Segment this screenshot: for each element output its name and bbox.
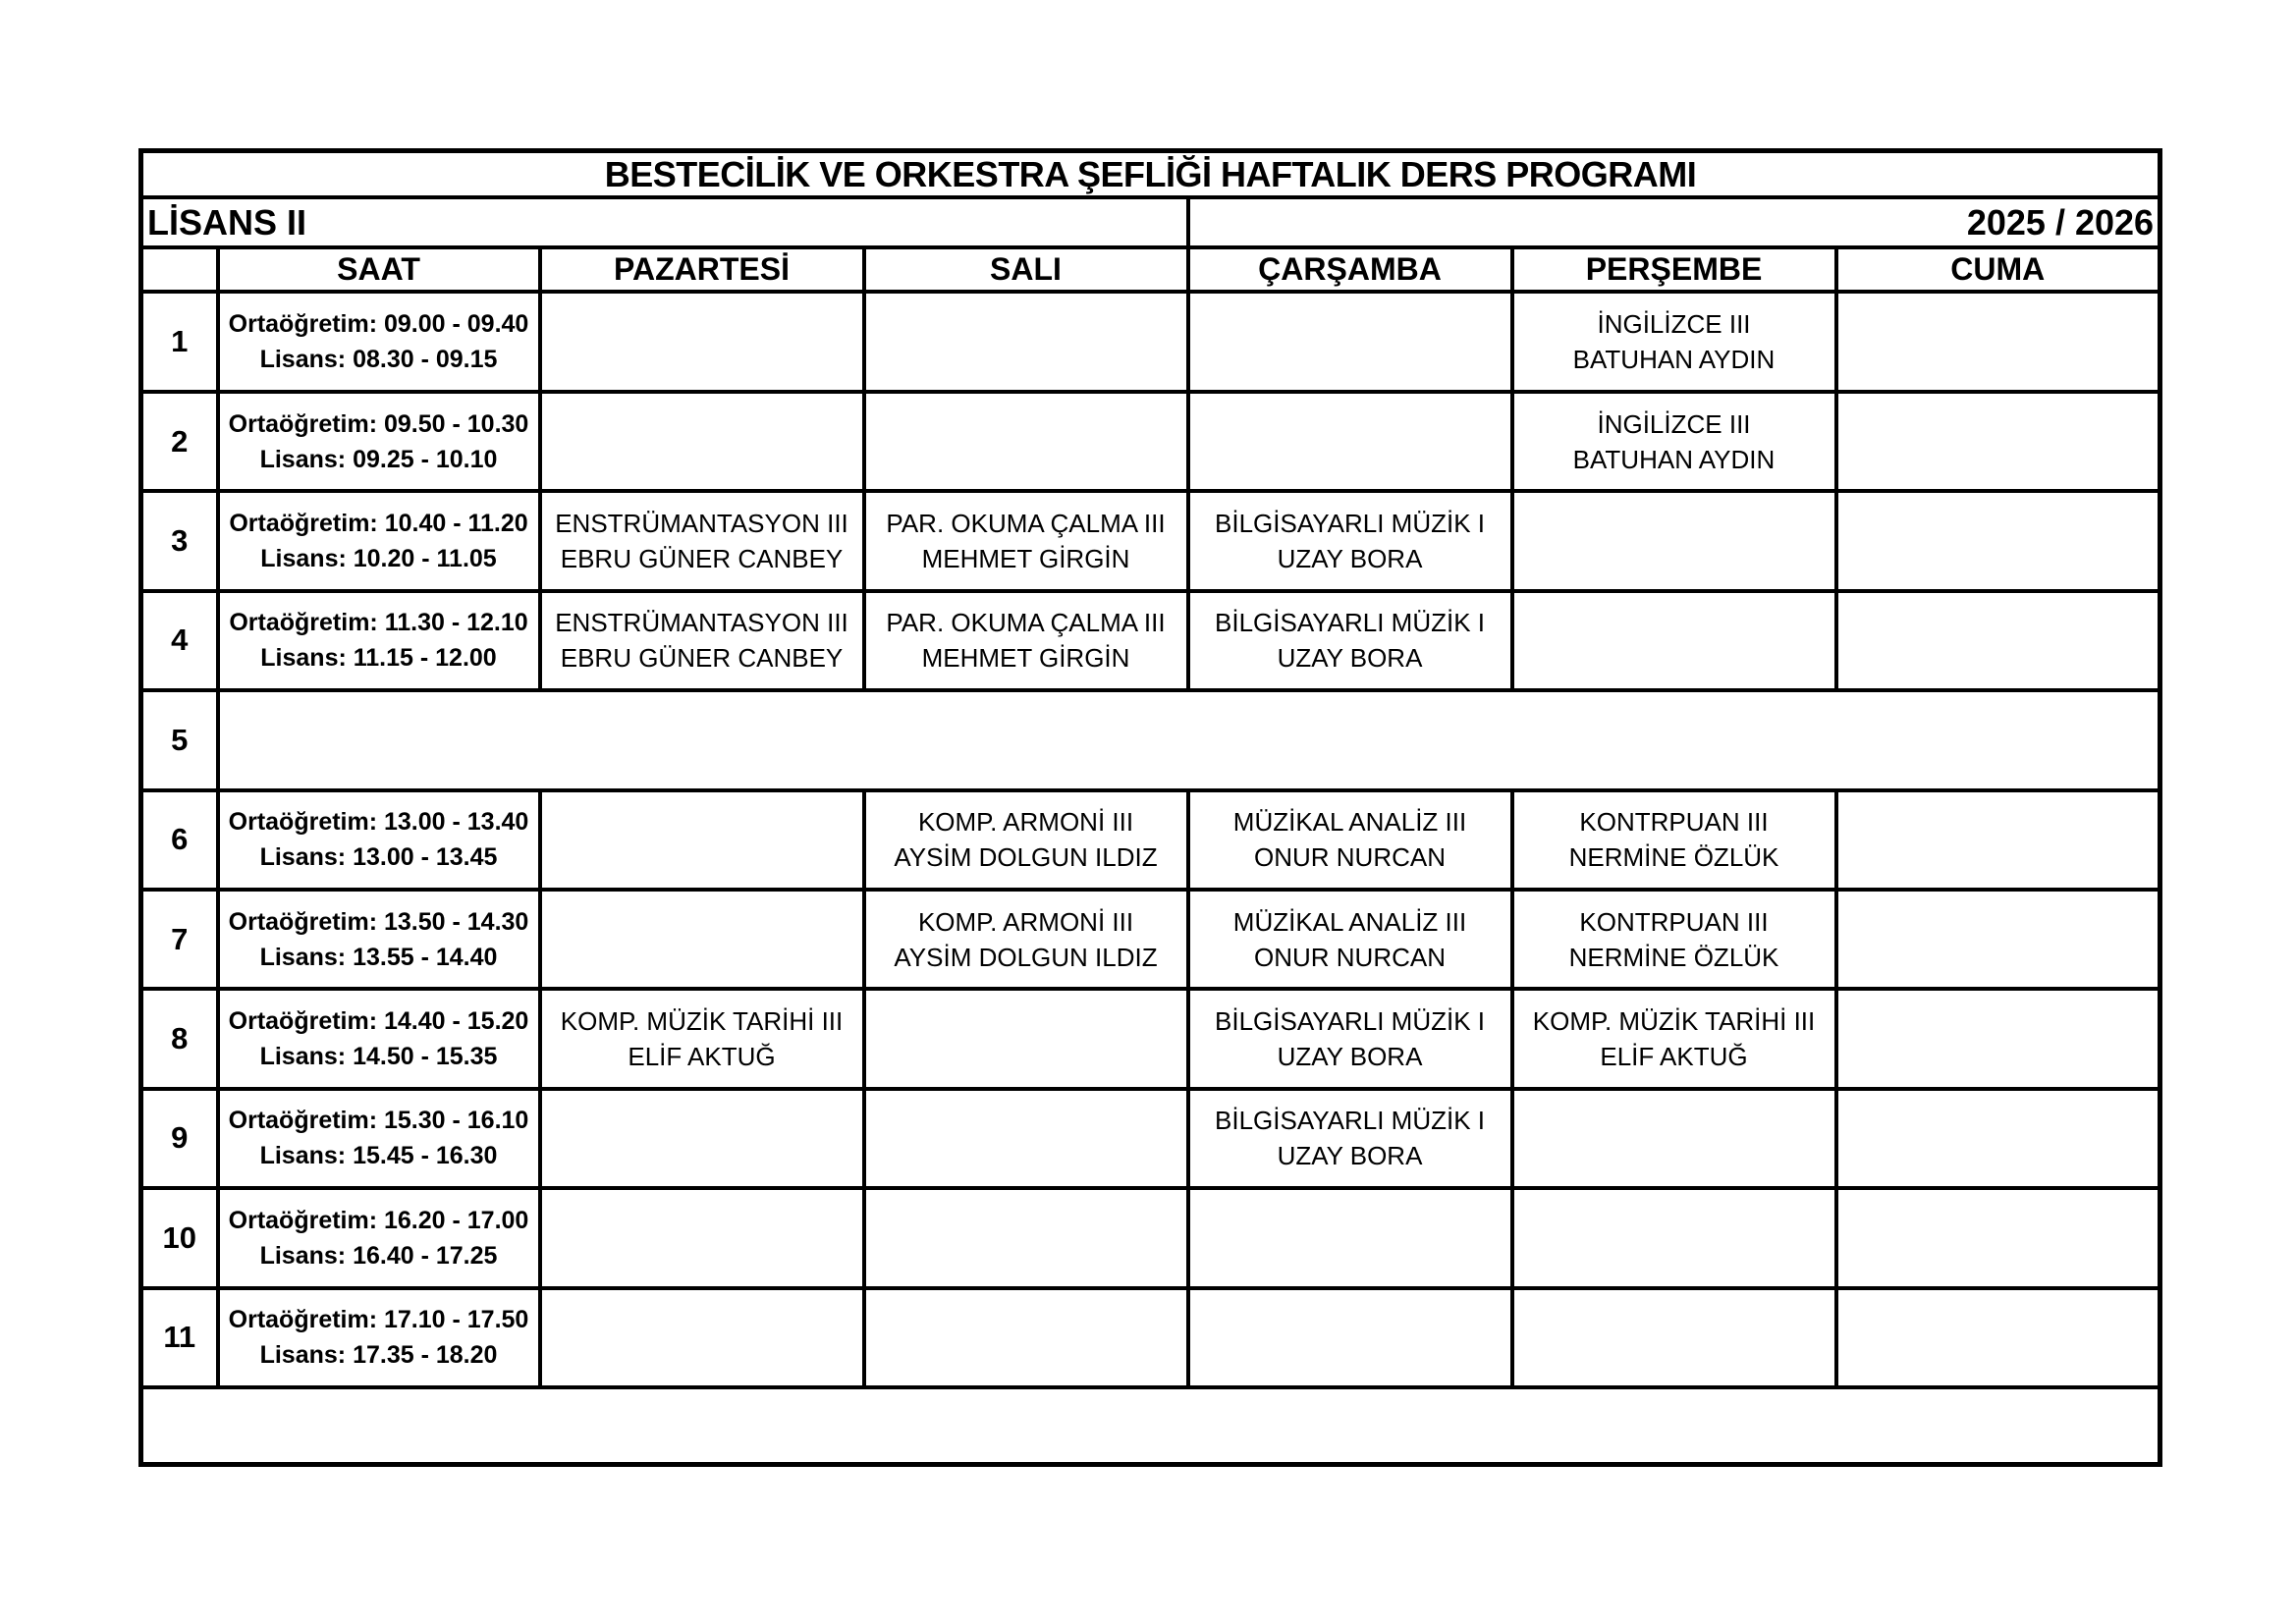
header-blank xyxy=(141,247,218,292)
time-secondary-school: Ortaöğretim: 16.20 - 17.00 xyxy=(228,1206,529,1234)
time-undergraduate: Lisans: 13.00 - 13.45 xyxy=(259,843,498,872)
course-cell-pazartesi xyxy=(540,790,864,890)
course-cell-persembe xyxy=(1512,790,1836,890)
course-cell-persembe xyxy=(1512,1188,1836,1287)
course-cell-pazartesi xyxy=(540,989,864,1088)
course-cell-pazartesi xyxy=(540,1188,864,1287)
course-cell-cuma xyxy=(1836,989,2160,1088)
course-cell-carsamba xyxy=(1188,1089,1512,1188)
course-name: MÜZİKAL ANALİZ III xyxy=(1232,807,1467,838)
header-cuma: CUMA xyxy=(1836,247,2160,292)
schedule-row xyxy=(141,790,2160,890)
course-cell-sali xyxy=(864,1288,1188,1387)
course-cell-cuma xyxy=(1836,790,2160,890)
period-number: 4 xyxy=(141,591,218,690)
course-name: BİLGİSAYARLI MÜZİK I xyxy=(1215,608,1485,638)
schedule-row xyxy=(141,292,2160,391)
instructor-name: UZAY BORA xyxy=(1277,1141,1423,1171)
period-number: 10 xyxy=(141,1188,218,1287)
time-undergraduate: Lisans: 08.30 - 09.15 xyxy=(259,346,498,374)
course-cell-carsamba xyxy=(1188,491,1512,590)
schedule-row xyxy=(141,491,2160,590)
course-cell-sali xyxy=(864,989,1188,1088)
schedule-row xyxy=(141,591,2160,690)
course-name: PAR. OKUMA ÇALMA III xyxy=(886,508,1166,538)
header-sali: SALI xyxy=(864,247,1188,292)
course-cell-cuma xyxy=(1836,1188,2160,1287)
time-secondary-school: Ortaöğretim: 14.40 - 15.20 xyxy=(228,1007,529,1036)
course-name: İNGİLİZCE III xyxy=(1597,408,1751,439)
course-cell-sali xyxy=(864,292,1188,391)
time-slot xyxy=(218,1288,540,1387)
course-name: MÜZİKAL ANALİZ III xyxy=(1232,906,1467,937)
course-cell-persembe xyxy=(1512,1288,1836,1387)
time-secondary-school: Ortaöğretim: 09.00 - 09.40 xyxy=(228,310,529,339)
schedule-row xyxy=(141,392,2160,491)
time-secondary-school: Ortaöğretim: 11.30 - 12.10 xyxy=(229,609,528,637)
schedule-row xyxy=(141,1188,2160,1287)
time-undergraduate: Lisans: 16.40 - 17.25 xyxy=(259,1241,498,1270)
course-cell-cuma xyxy=(1836,491,2160,590)
course-name: BİLGİSAYARLI MÜZİK I xyxy=(1215,1106,1485,1136)
time-undergraduate: Lisans: 14.50 - 15.35 xyxy=(259,1043,498,1071)
course-cell-sali xyxy=(864,1188,1188,1287)
course-cell-cuma xyxy=(1836,1288,2160,1387)
course-name: ENSTRÜMANTASYON III xyxy=(555,608,848,638)
footer-row xyxy=(141,1387,2160,1464)
instructor-name: NERMİNE ÖZLÜK xyxy=(1568,942,1779,972)
course-cell-persembe xyxy=(1512,292,1836,391)
period-number: 2 xyxy=(141,392,218,491)
course-cell-cuma xyxy=(1836,890,2160,989)
period-number: 1 xyxy=(141,292,218,391)
instructor-name: ONUR NURCAN xyxy=(1254,942,1446,972)
course-name: ENSTRÜMANTASYON III xyxy=(555,508,848,538)
time-undergraduate: Lisans: 15.45 - 16.30 xyxy=(259,1142,498,1170)
instructor-name: ELİF AKTUĞ xyxy=(1600,1042,1748,1072)
time-undergraduate: Lisans: 10.20 - 11.05 xyxy=(260,544,497,572)
time-undergraduate: Lisans: 11.15 - 12.00 xyxy=(260,644,497,673)
time-slot xyxy=(218,392,540,491)
period-number: 7 xyxy=(141,890,218,989)
course-cell-sali xyxy=(864,790,1188,890)
course-cell-carsamba xyxy=(1188,890,1512,989)
instructor-name: AYSİM DOLGUN ILDIZ xyxy=(894,842,1158,873)
instructor-name: NERMİNE ÖZLÜK xyxy=(1568,842,1779,873)
time-slot xyxy=(218,1188,540,1287)
instructor-name: MEHMET GİRGİN xyxy=(921,643,1130,674)
time-undergraduate: Lisans: 17.35 - 18.20 xyxy=(259,1341,498,1370)
course-cell-pazartesi xyxy=(540,292,864,391)
instructor-name: AYSİM DOLGUN ILDIZ xyxy=(894,942,1158,972)
course-name: KONTRPUAN III xyxy=(1579,906,1769,937)
time-secondary-school: Ortaöğretim: 17.10 - 17.50 xyxy=(228,1306,529,1334)
course-cell-pazartesi xyxy=(540,890,864,989)
course-cell-cuma xyxy=(1836,591,2160,690)
course-name: PAR. OKUMA ÇALMA III xyxy=(886,608,1166,638)
header-carsamba: ÇARŞAMBA xyxy=(1188,247,1512,292)
course-cell-pazartesi xyxy=(540,392,864,491)
schedule-row xyxy=(141,890,2160,989)
course-cell-cuma xyxy=(1836,1089,2160,1188)
course-cell-persembe xyxy=(1512,591,1836,690)
time-secondary-school: Ortaöğretim: 13.00 - 13.40 xyxy=(228,808,529,837)
time-undergraduate: Lisans: 09.25 - 10.10 xyxy=(259,445,498,473)
course-cell-persembe xyxy=(1512,392,1836,491)
header-pazartesi: PAZARTESİ xyxy=(540,247,864,292)
time-slot xyxy=(218,989,540,1088)
academic-year: 2025 / 2026 xyxy=(1188,197,2160,247)
course-cell-sali xyxy=(864,890,1188,989)
time-slot xyxy=(218,491,540,590)
course-name: KOMP. MÜZİK TARİHİ III xyxy=(1532,1006,1816,1037)
instructor-name: MEHMET GİRGİN xyxy=(921,543,1130,573)
course-cell-sali xyxy=(864,591,1188,690)
course-cell-persembe xyxy=(1512,890,1836,989)
course-name: BİLGİSAYARLI MÜZİK I xyxy=(1215,1006,1485,1037)
course-cell-persembe xyxy=(1512,1089,1836,1188)
course-cell-persembe xyxy=(1512,989,1836,1088)
period-number: 5 xyxy=(141,690,218,789)
course-name: KOMP. ARMONİ III xyxy=(917,807,1134,838)
course-cell-carsamba xyxy=(1188,292,1512,391)
course-cell-pazartesi xyxy=(540,591,864,690)
instructor-name: UZAY BORA xyxy=(1277,543,1423,573)
schedule-row xyxy=(141,1288,2160,1387)
period-number: 8 xyxy=(141,989,218,1088)
time-secondary-school: Ortaöğretim: 09.50 - 10.30 xyxy=(228,409,529,438)
time-slot xyxy=(218,591,540,690)
instructor-name: EBRU GÜNER CANBEY xyxy=(560,643,844,674)
header-persembe: PERŞEMBE xyxy=(1512,247,1836,292)
instructor-name: UZAY BORA xyxy=(1277,1042,1423,1072)
period-number: 11 xyxy=(141,1288,218,1387)
time-undergraduate: Lisans: 13.55 - 14.40 xyxy=(259,943,498,971)
time-slot xyxy=(218,292,540,391)
course-cell-pazartesi xyxy=(540,491,864,590)
course-cell-sali xyxy=(864,491,1188,590)
course-cell-carsamba xyxy=(1188,790,1512,890)
lunch-break-cell xyxy=(218,690,2160,789)
course-cell-carsamba xyxy=(1188,989,1512,1088)
course-cell-cuma xyxy=(1836,292,2160,391)
instructor-name: BATUHAN AYDIN xyxy=(1572,444,1776,474)
time-slot xyxy=(218,790,540,890)
course-cell-carsamba xyxy=(1188,392,1512,491)
time-slot xyxy=(218,890,540,989)
header-row xyxy=(141,247,2160,292)
instructor-name: BATUHAN AYDIN xyxy=(1572,345,1776,375)
time-slot xyxy=(218,1089,540,1188)
course-cell-sali xyxy=(864,392,1188,491)
schedule-row xyxy=(141,1089,2160,1188)
instructor-name: ONUR NURCAN xyxy=(1254,842,1446,873)
instructor-name: ELİF AKTUĞ xyxy=(628,1042,776,1072)
course-cell-persembe xyxy=(1512,491,1836,590)
course-cell-pazartesi xyxy=(540,1288,864,1387)
course-name: KOMP. MÜZİK TARİHİ III xyxy=(560,1006,844,1037)
schedule-title: BESTECİLİK VE ORKESTRA ŞEFLİĞİ HAFTALIK DERS PROGRAMI xyxy=(141,151,2160,198)
weekly-schedule-table xyxy=(138,148,2162,1467)
period-number: 3 xyxy=(141,491,218,590)
time-secondary-school: Ortaöğretim: 10.40 - 11.20 xyxy=(229,509,528,537)
period-number: 6 xyxy=(141,790,218,890)
course-name: KONTRPUAN III xyxy=(1579,807,1769,838)
course-name: KOMP. ARMONİ III xyxy=(917,906,1134,937)
course-cell-carsamba xyxy=(1188,1288,1512,1387)
instructor-name: UZAY BORA xyxy=(1277,643,1423,674)
time-secondary-school: Ortaöğretim: 13.50 - 14.30 xyxy=(228,907,529,936)
schedule-row xyxy=(141,989,2160,1088)
course-cell-pazartesi xyxy=(540,1089,864,1188)
course-name: İNGİLİZCE III xyxy=(1597,309,1751,340)
period-number: 9 xyxy=(141,1089,218,1188)
header-saat: SAAT xyxy=(218,247,540,292)
course-cell-carsamba xyxy=(1188,591,1512,690)
time-secondary-school: Ortaöğretim: 15.30 - 16.10 xyxy=(228,1107,529,1135)
lunch-break-row xyxy=(141,690,2160,789)
course-name: BİLGİSAYARLI MÜZİK I xyxy=(1215,508,1485,538)
course-cell-carsamba xyxy=(1188,1188,1512,1287)
course-cell-sali xyxy=(864,1089,1188,1188)
course-cell-cuma xyxy=(1836,392,2160,491)
program-level: LİSANS II xyxy=(141,197,1188,247)
instructor-name: EBRU GÜNER CANBEY xyxy=(560,543,844,573)
footer-cell xyxy=(141,1387,2160,1464)
